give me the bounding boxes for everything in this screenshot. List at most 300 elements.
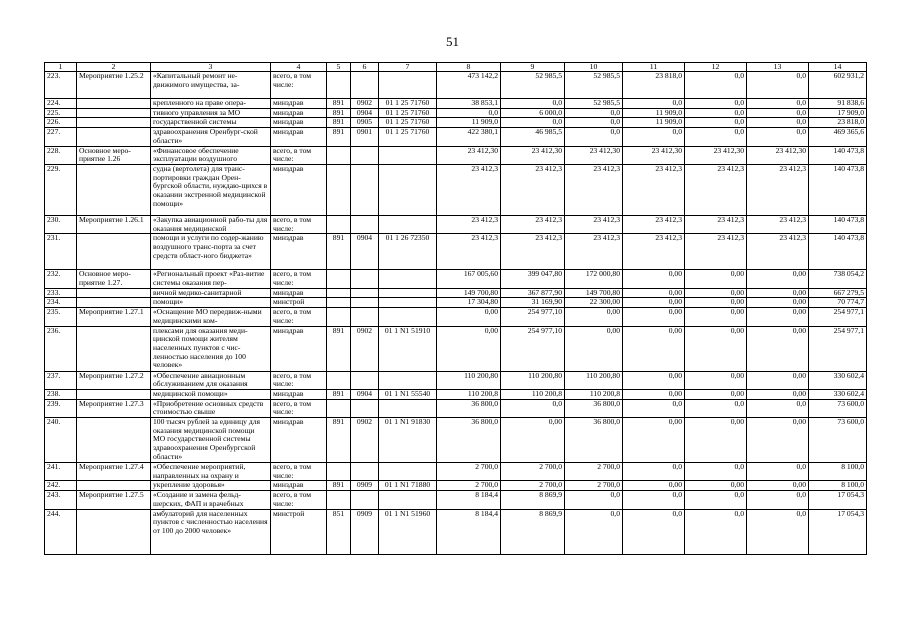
event-description: «Капитальный ремонт не-движимого имущества, за-: [151, 72, 271, 99]
year-4-value: 0,00: [623, 326, 685, 371]
gr-code: 891: [327, 99, 351, 109]
year-1-value: 2 700,0: [437, 481, 501, 491]
event-name: Мероприятие 1.27.1: [77, 308, 151, 326]
year-3-value: 36 800,0: [565, 399, 623, 417]
section-code: [351, 270, 379, 288]
column-header: 6: [351, 63, 379, 72]
executor: всего, в том числе:: [271, 146, 327, 164]
row-number: 223.: [45, 72, 77, 99]
event-description: «Обеспечение авиационным обслуживанием для оказания: [151, 371, 271, 389]
event-description: медицинской помощи»: [151, 389, 271, 399]
year-3-value: 149 700,80: [565, 288, 623, 298]
event-description: помощи и услуги по содер-жанию воздушного транс-порта за счет средств област-ного бюджета»: [151, 234, 271, 270]
row-number: 224.: [45, 99, 77, 109]
row-number: 237.: [45, 371, 77, 389]
table-row: [45, 326, 867, 371]
year-1-value: 8 184,4: [437, 491, 501, 509]
event-description: «Создание и замена фельд-шерских, ФАП и врачебных: [151, 491, 271, 509]
year-4-value: 11 909,0: [623, 118, 685, 128]
row-number: 234.: [45, 298, 77, 308]
executor: минстрой: [271, 509, 327, 554]
total-value: 8 100,0: [809, 463, 867, 481]
row-number: 226.: [45, 118, 77, 128]
column-header: 2: [77, 63, 151, 72]
year-5-value: 0,0: [685, 399, 747, 417]
table-row: [45, 128, 867, 146]
event-description: тивного управления за МО: [151, 108, 271, 118]
target-code: [379, 491, 437, 509]
gr-code: 891: [327, 118, 351, 128]
year-1-value: 8 184,4: [437, 509, 501, 554]
year-4-value: 0,00: [623, 418, 685, 463]
total-value: 73 600,0: [809, 418, 867, 463]
executor: всего, в том числе:: [271, 491, 327, 509]
year-5-value: 23 412,30: [685, 146, 747, 164]
section-code: 0902: [351, 99, 379, 109]
row-number: 240.: [45, 418, 77, 463]
table-row: [45, 270, 867, 288]
year-1-value: 110 200,8: [437, 389, 501, 399]
executor: всего, в том числе:: [271, 399, 327, 417]
column-header: 8: [437, 63, 501, 72]
year-4-value: 0,00: [623, 288, 685, 298]
event-name: [77, 298, 151, 308]
year-5-value: 0,00: [685, 308, 747, 326]
gr-code: [327, 463, 351, 481]
section-code: [351, 399, 379, 417]
year-5-value: 0,00: [685, 288, 747, 298]
budget-table: [44, 62, 867, 555]
year-5-value: 0,00: [685, 418, 747, 463]
event-description: плексами для оказания меди-цинской помощи жителям населенных пунктов с чис-ленностью населения до 100 человек»: [151, 326, 271, 371]
year-2-value: 254 977,10: [501, 308, 565, 326]
target-code: 01 1 N1 51910: [379, 326, 437, 371]
target-code: 01 1 25 71760: [379, 108, 437, 118]
year-5-value: 0,0: [685, 463, 747, 481]
gr-code: 851: [327, 509, 351, 554]
event-name: [77, 481, 151, 491]
year-6-value: 0,0: [747, 108, 809, 118]
section-code: 0909: [351, 481, 379, 491]
year-5-value: 0,00: [685, 371, 747, 389]
year-2-value: 0,0: [501, 118, 565, 128]
executor: минздрав: [271, 128, 327, 146]
row-number: 241.: [45, 463, 77, 481]
year-3-value: 52 985,5: [565, 99, 623, 109]
column-header: 7: [379, 63, 437, 72]
row-number: 243.: [45, 491, 77, 509]
executor: всего, в том числе:: [271, 371, 327, 389]
year-4-value: 0,0: [623, 491, 685, 509]
executor: всего, в том числе:: [271, 215, 327, 233]
event-name: [77, 164, 151, 215]
year-6-value: 23 412,3: [747, 164, 809, 215]
year-4-value: 0,00: [623, 298, 685, 308]
year-1-value: 110 200,80: [437, 371, 501, 389]
target-code: [379, 72, 437, 99]
table-row: [45, 371, 867, 389]
gr-code: [327, 215, 351, 233]
year-6-value: 0,00: [747, 371, 809, 389]
table-row: [45, 399, 867, 417]
target-code: [379, 463, 437, 481]
event-description: «Финансовое обеспечение эксплуатации воздушного: [151, 146, 271, 164]
section-code: [351, 463, 379, 481]
table-row: [45, 146, 867, 164]
gr-code: [327, 164, 351, 215]
target-code: [379, 288, 437, 298]
year-6-value: 0,00: [747, 481, 809, 491]
target-code: 01 1 26 72350: [379, 234, 437, 270]
year-6-value: 0,0: [747, 491, 809, 509]
year-4-value: 23 412,30: [623, 146, 685, 164]
section-code: 0905: [351, 118, 379, 128]
event-description: амбулаторий для населенных пунктов с численностью населения от 100 до 2000 человек»: [151, 509, 271, 554]
executor: минздрав: [271, 418, 327, 463]
year-3-value: 23 412,3: [565, 215, 623, 233]
event-name: [77, 234, 151, 270]
section-code: 0904: [351, 389, 379, 399]
executor: минстрой: [271, 298, 327, 308]
total-value: 23 818,0: [809, 118, 867, 128]
year-6-value: 0,0: [747, 118, 809, 128]
executor: всего, в том числе:: [271, 308, 327, 326]
section-code: 0902: [351, 326, 379, 371]
table-row: [45, 72, 867, 99]
year-3-value: 0,0: [565, 491, 623, 509]
table-row: [45, 418, 867, 463]
total-value: 140 473,8: [809, 215, 867, 233]
year-5-value: 23 412,3: [685, 164, 747, 215]
event-description: помощи»: [151, 298, 271, 308]
total-value: 254 977,1: [809, 326, 867, 371]
event-name: Основное меро-приятие 1.27.: [77, 270, 151, 288]
year-5-value: 0,00: [685, 326, 747, 371]
year-2-value: 8 869,9: [501, 509, 565, 554]
event-name: [77, 389, 151, 399]
executor: минздрав: [271, 389, 327, 399]
year-1-value: 23 412,3: [437, 164, 501, 215]
section-code: 0902: [351, 418, 379, 463]
event-description: «Региональный проект «Раз-витие системы оказания пер-: [151, 270, 271, 288]
year-3-value: 110 200,8: [565, 389, 623, 399]
executor: всего, в том числе:: [271, 270, 327, 288]
executor: минздрав: [271, 164, 327, 215]
section-code: 0901: [351, 128, 379, 146]
year-2-value: 367 877,90: [501, 288, 565, 298]
year-6-value: 0,0: [747, 99, 809, 109]
event-name: Мероприятие 1.27.5: [77, 491, 151, 509]
event-description: крепленного на праве опера-: [151, 99, 271, 109]
year-1-value: 149 700,80: [437, 288, 501, 298]
total-value: 738 054,2: [809, 270, 867, 288]
year-4-value: 0,00: [623, 270, 685, 288]
year-2-value: 2 700,0: [501, 463, 565, 481]
year-4-value: 23 412,3: [623, 215, 685, 233]
section-code: [351, 72, 379, 99]
gr-code: [327, 371, 351, 389]
year-3-value: 172 000,80: [565, 270, 623, 288]
year-1-value: 11 909,0: [437, 118, 501, 128]
year-1-value: 17 304,80: [437, 298, 501, 308]
year-6-value: 0,00: [747, 418, 809, 463]
table-row: [45, 108, 867, 118]
year-5-value: 23 412,3: [685, 215, 747, 233]
row-number: 244.: [45, 509, 77, 554]
year-2-value: 110 200,80: [501, 371, 565, 389]
event-name: Мероприятие 1.27.2: [77, 371, 151, 389]
year-4-value: 11 909,0: [623, 108, 685, 118]
year-2-value: 2 700,0: [501, 481, 565, 491]
year-1-value: 36 800,0: [437, 418, 501, 463]
year-6-value: 23 412,3: [747, 234, 809, 270]
target-code: [379, 270, 437, 288]
target-code: 01 1 25 71760: [379, 118, 437, 128]
year-5-value: 0,00: [685, 298, 747, 308]
table-row: [45, 298, 867, 308]
event-name: Основное меро-приятие 1.26: [77, 146, 151, 164]
column-header: 10: [565, 63, 623, 72]
event-description: 100 тысяч рублей за единицу для оказания медицинской помощи МО государственной системы здравоохранения Оренбургской области»: [151, 418, 271, 463]
year-5-value: 0,00: [685, 481, 747, 491]
column-header: 5: [327, 63, 351, 72]
year-3-value: 0,0: [565, 118, 623, 128]
event-description: судна (вертолета) для транс-портировки граждан Орен-бургской области, нуждаю-щихся в оказании экстренной медицинской помощи»: [151, 164, 271, 215]
event-name: [77, 108, 151, 118]
year-6-value: 0,00: [747, 270, 809, 288]
year-4-value: 0,00: [623, 481, 685, 491]
year-6-value: 0,00: [747, 326, 809, 371]
year-6-value: 23 412,30: [747, 146, 809, 164]
event-name: [77, 326, 151, 371]
year-3-value: 110 200,80: [565, 371, 623, 389]
column-header: 11: [623, 63, 685, 72]
year-4-value: 0,0: [623, 128, 685, 146]
year-4-value: 23 412,3: [623, 164, 685, 215]
row-number: 228.: [45, 146, 77, 164]
year-3-value: 36 800,0: [565, 418, 623, 463]
executor: всего, в том числе:: [271, 72, 327, 99]
year-2-value: 46 985,5: [501, 128, 565, 146]
year-6-value: 23 412,3: [747, 215, 809, 233]
year-5-value: 0,00: [685, 270, 747, 288]
year-4-value: 23 818,0: [623, 72, 685, 99]
total-value: 140 473,8: [809, 146, 867, 164]
table-row: [45, 481, 867, 491]
year-3-value: 2 700,0: [565, 481, 623, 491]
total-value: 330 602,4: [809, 371, 867, 389]
row-number: 238.: [45, 389, 77, 399]
event-description: укрепление здоровья»: [151, 481, 271, 491]
total-value: 17 054,3: [809, 509, 867, 554]
row-number: 229.: [45, 164, 77, 215]
year-2-value: 31 169,90: [501, 298, 565, 308]
executor: минздрав: [271, 481, 327, 491]
target-code: 01 1 25 71760: [379, 128, 437, 146]
event-description: здравоохранения Оренбург-ской области»: [151, 128, 271, 146]
target-code: [379, 399, 437, 417]
year-3-value: 52 985,5: [565, 72, 623, 99]
section-code: [351, 215, 379, 233]
year-1-value: 167 005,60: [437, 270, 501, 288]
table-row: [45, 509, 867, 554]
table-row: [45, 234, 867, 270]
target-code: [379, 298, 437, 308]
total-value: 8 100,0: [809, 481, 867, 491]
year-4-value: 0,00: [623, 389, 685, 399]
year-2-value: 0,0: [501, 99, 565, 109]
year-6-value: 0,0: [747, 72, 809, 99]
year-2-value: 0,0: [501, 399, 565, 417]
column-header: 4: [271, 63, 327, 72]
total-value: 469 365,6: [809, 128, 867, 146]
year-3-value: 22 300,00: [565, 298, 623, 308]
total-value: 17 909,0: [809, 108, 867, 118]
event-name: [77, 99, 151, 109]
table-row: [45, 308, 867, 326]
year-1-value: 23 412,3: [437, 215, 501, 233]
event-description: «Закупка авиационной рабо-ты для оказания медицинской: [151, 215, 271, 233]
event-description: «Оснащение МО передвиж-ными медицинскими ком-: [151, 308, 271, 326]
gr-code: [327, 270, 351, 288]
year-6-value: 0,00: [747, 298, 809, 308]
target-code: 01 1 N1 71880: [379, 481, 437, 491]
event-name: Мероприятие 1.27.3: [77, 399, 151, 417]
year-5-value: 0,0: [685, 491, 747, 509]
page-number: 51: [446, 34, 459, 49]
row-number: 225.: [45, 108, 77, 118]
event-name: Мероприятие 1.26.1: [77, 215, 151, 233]
year-1-value: 2 700,0: [437, 463, 501, 481]
year-4-value: 0,0: [623, 509, 685, 554]
year-5-value: 0,0: [685, 108, 747, 118]
column-header: 12: [685, 63, 747, 72]
executor: минздрав: [271, 234, 327, 270]
gr-code: [327, 399, 351, 417]
total-value: 73 600,0: [809, 399, 867, 417]
year-3-value: 23 412,3: [565, 164, 623, 215]
year-1-value: 0,00: [437, 326, 501, 371]
section-code: 0904: [351, 108, 379, 118]
year-5-value: 0,0: [685, 118, 747, 128]
gr-code: 891: [327, 481, 351, 491]
event-name: Мероприятие 1.25.2: [77, 72, 151, 99]
year-3-value: 23 412,3: [565, 234, 623, 270]
gr-code: [327, 298, 351, 308]
target-code: [379, 164, 437, 215]
year-1-value: 0,00: [437, 308, 501, 326]
row-number: 236.: [45, 326, 77, 371]
total-value: 330 602,4: [809, 389, 867, 399]
year-1-value: 0,0: [437, 108, 501, 118]
year-3-value: 0,00: [565, 308, 623, 326]
target-code: 01 1 N1 51960: [379, 509, 437, 554]
year-3-value: 23 412,30: [565, 146, 623, 164]
gr-code: [327, 308, 351, 326]
target-code: 01 1 N1 91830: [379, 418, 437, 463]
gr-code: 891: [327, 418, 351, 463]
total-value: 602 931,2: [809, 72, 867, 99]
row-number: 232.: [45, 270, 77, 288]
event-name: [77, 118, 151, 128]
table-row: [45, 389, 867, 399]
year-3-value: 0,0: [565, 108, 623, 118]
executor: минздрав: [271, 118, 327, 128]
executor: минздрав: [271, 108, 327, 118]
year-2-value: 52 985,5: [501, 72, 565, 99]
section-code: [351, 491, 379, 509]
section-code: [351, 308, 379, 326]
event-name: [77, 509, 151, 554]
year-4-value: 0,00: [623, 308, 685, 326]
table-row: [45, 99, 867, 109]
executor: минздрав: [271, 326, 327, 371]
year-5-value: 0,00: [685, 389, 747, 399]
table-row: [45, 215, 867, 233]
total-value: 140 473,8: [809, 164, 867, 215]
total-value: 91 838,6: [809, 99, 867, 109]
event-name: [77, 128, 151, 146]
total-value: 17 054,3: [809, 491, 867, 509]
year-3-value: 0,0: [565, 128, 623, 146]
section-code: [351, 298, 379, 308]
year-2-value: 23 412,30: [501, 146, 565, 164]
row-number: 230.: [45, 215, 77, 233]
event-name: [77, 288, 151, 298]
target-code: [379, 308, 437, 326]
year-5-value: 0,0: [685, 99, 747, 109]
year-1-value: 38 853,1: [437, 99, 501, 109]
gr-code: [327, 72, 351, 99]
executor: всего, в том числе:: [271, 463, 327, 481]
year-2-value: 8 869,9: [501, 491, 565, 509]
gr-code: 891: [327, 326, 351, 371]
section-code: [351, 288, 379, 298]
year-2-value: 254 977,10: [501, 326, 565, 371]
section-code: 0909: [351, 509, 379, 554]
year-4-value: 0,0: [623, 399, 685, 417]
target-code: [379, 146, 437, 164]
gr-code: [327, 146, 351, 164]
year-3-value: 0,00: [565, 326, 623, 371]
row-number: 235.: [45, 308, 77, 326]
year-2-value: 0,00: [501, 418, 565, 463]
year-4-value: 0,0: [623, 463, 685, 481]
year-4-value: 0,00: [623, 371, 685, 389]
year-6-value: 0,0: [747, 128, 809, 146]
event-description: «Обеспечение мероприятий, направленных на охрану и: [151, 463, 271, 481]
year-2-value: 23 412,3: [501, 234, 565, 270]
year-4-value: 23 412,3: [623, 234, 685, 270]
table-row: [45, 463, 867, 481]
year-2-value: 23 412,3: [501, 215, 565, 233]
year-3-value: 0,0: [565, 509, 623, 554]
row-number: 242.: [45, 481, 77, 491]
event-description: вичной медико-санитарной: [151, 288, 271, 298]
table-body: [45, 72, 867, 555]
gr-code: 891: [327, 234, 351, 270]
year-6-value: 0,0: [747, 463, 809, 481]
year-5-value: 0,0: [685, 72, 747, 99]
executor: минздрав: [271, 99, 327, 109]
year-6-value: 0,0: [747, 509, 809, 554]
column-header: 13: [747, 63, 809, 72]
year-1-value: 36 800,0: [437, 399, 501, 417]
target-code: 01 1 N1 55540: [379, 389, 437, 399]
section-code: [351, 371, 379, 389]
year-3-value: 2 700,0: [565, 463, 623, 481]
table-row: [45, 491, 867, 509]
